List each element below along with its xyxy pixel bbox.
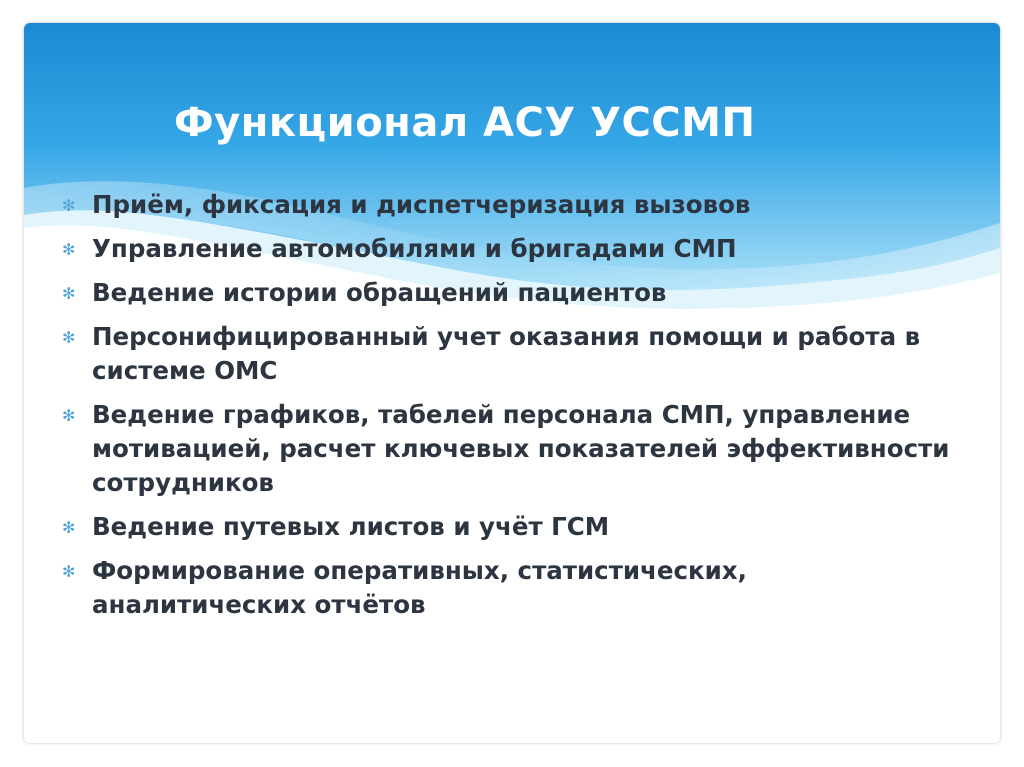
asterisk-bullet-icon: ✻: [62, 284, 76, 303]
bullet-item: [62, 276, 962, 310]
asterisk-bullet-icon: ✻: [62, 328, 76, 347]
asterisk-bullet-icon: ✻: [62, 240, 76, 259]
asterisk-bullet-icon: ✻: [62, 196, 76, 215]
bullet-item: [62, 320, 962, 388]
slide-title: Функционал АСУ УССМП: [174, 100, 756, 146]
bullet-item: [62, 510, 962, 544]
asterisk-bullet-icon: ✻: [62, 406, 76, 425]
bullet-list: [62, 188, 962, 632]
bullet-item: [62, 232, 962, 266]
bullet-text: Формирование оперативных, статистических, аналитических отчётов: [92, 556, 747, 619]
bullet-text: Ведение истории обращений пациентов: [92, 278, 667, 307]
bullet-item: [62, 398, 962, 500]
bullet-text: Ведение графиков, табелей персонала СМП, управление мотивацией, расчет ключевых показателей эффективности сотрудников: [92, 400, 950, 497]
bullet-item: [62, 554, 962, 622]
bullet-text: Приём, фиксация и диспетчеризация вызовов: [92, 190, 751, 219]
bullet-text: Ведение путевых листов и учёт ГСМ: [92, 512, 610, 541]
bullet-text: Управление автомобилями и бригадами СМП: [92, 234, 737, 263]
asterisk-bullet-icon: ✻: [62, 562, 76, 581]
bullet-text: Персонифицированный учет оказания помощи и работа в системе ОМС: [92, 322, 921, 385]
asterisk-bullet-icon: ✻: [62, 518, 76, 537]
bullet-item: [62, 188, 962, 222]
slide: [24, 23, 1000, 743]
